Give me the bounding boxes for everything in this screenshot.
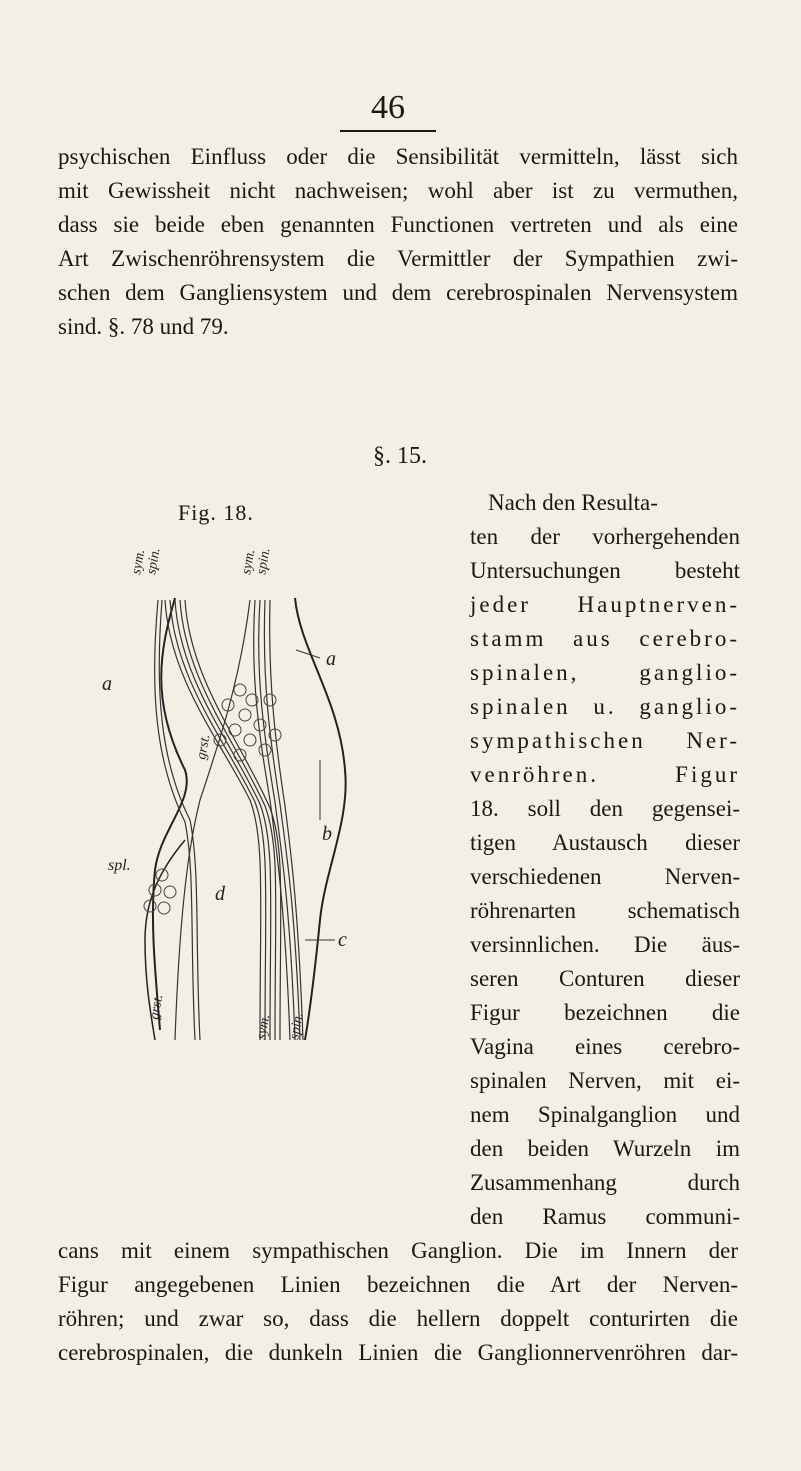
- text-line: röhren; und zwar so, dass die hellern doppelt conturirten die: [58, 1306, 738, 1331]
- label-b: b: [322, 823, 332, 845]
- text-line: röhrenarten schematisch: [470, 898, 740, 923]
- label-spin: spin.: [287, 1011, 307, 1041]
- text-line: jeder Hauptnerven-: [470, 592, 740, 617]
- text-line: cans mit einem sympathischen Ganglion. Die im Innern der: [58, 1238, 738, 1263]
- text-line: dass sie beide eben genannten Functionen vertreten und als eine: [58, 212, 738, 237]
- text-line: spinalen Nerven, mit ei-: [470, 1068, 740, 1093]
- text-line: nem Spinalganglion und: [470, 1102, 740, 1127]
- figure-label: Fig. 18.: [178, 500, 254, 525]
- text-line: schen dem Gangliensystem und dem cerebrospinalen Nervensystem: [58, 280, 738, 305]
- text-line: 18. soll den gegensei-: [470, 796, 740, 821]
- text-line: cerebrospinalen, die dunkeln Linien die Ganglionnervenröhren dar-: [58, 1340, 738, 1365]
- text-line: ten der vorhergehenden: [470, 524, 740, 549]
- text-line: den beiden Wurzeln im: [470, 1136, 740, 1161]
- label-grst: grst.: [194, 733, 214, 761]
- label-sym: sym.: [239, 548, 259, 576]
- text-line: Zusammenhang durch: [470, 1170, 740, 1195]
- label-grst: grst.: [147, 993, 167, 1021]
- page-number-rule: [340, 130, 436, 132]
- section-title: §. 15.: [373, 443, 427, 469]
- text-line: Vagina eines cerebro-: [470, 1034, 740, 1059]
- text-line: psychischen Einfluss oder die Sensibilität vermitteln, lässt sich: [58, 144, 738, 169]
- label-spin: spin.: [254, 546, 274, 576]
- text-line: sind. §. 78 und 79.: [58, 314, 229, 339]
- label-c: c: [338, 929, 347, 951]
- label-spl: spl.: [108, 857, 131, 874]
- label-d: d: [215, 883, 225, 905]
- text-line: tigen Austausch dieser: [470, 830, 740, 855]
- text-line: Art Zwischenröhrensystem die Vermittler der Sympathien zwi-: [58, 246, 738, 271]
- text-line: venröhren. Figur: [470, 762, 740, 787]
- page-number: 46: [371, 89, 405, 126]
- text-line: spinalen, ganglio-: [470, 660, 740, 685]
- text-line: spinalen u. ganglio-: [470, 694, 740, 719]
- nerve-diagram: [100, 540, 480, 1050]
- text-line: Untersuchungen besteht: [470, 558, 740, 583]
- label-sym: sym.: [129, 548, 149, 576]
- text-line: Figur angegebenen Linien bezeichnen die Art der Nerven-: [58, 1272, 738, 1297]
- text-line: versinnlichen. Die äus-: [470, 932, 740, 957]
- text-line: den Ramus communi-: [470, 1204, 740, 1229]
- text-line: stamm aus cerebro-: [470, 626, 740, 651]
- text-line: Figur bezeichnen die: [470, 1000, 740, 1025]
- text-line: sympathischen Ner-: [470, 728, 740, 753]
- label-sym: sym.: [254, 1013, 274, 1041]
- text-line: Nach den Resulta-: [488, 490, 658, 515]
- label-spin: spin.: [144, 546, 164, 576]
- text-line: seren Conturen dieser: [470, 966, 740, 991]
- label-a: a: [326, 648, 336, 670]
- text-line: mit Gewissheit nicht nachweisen; wohl aber ist zu vermuthen,: [58, 178, 738, 203]
- text-line: verschiedenen Nerven-: [470, 864, 740, 889]
- label-a: a: [102, 673, 112, 695]
